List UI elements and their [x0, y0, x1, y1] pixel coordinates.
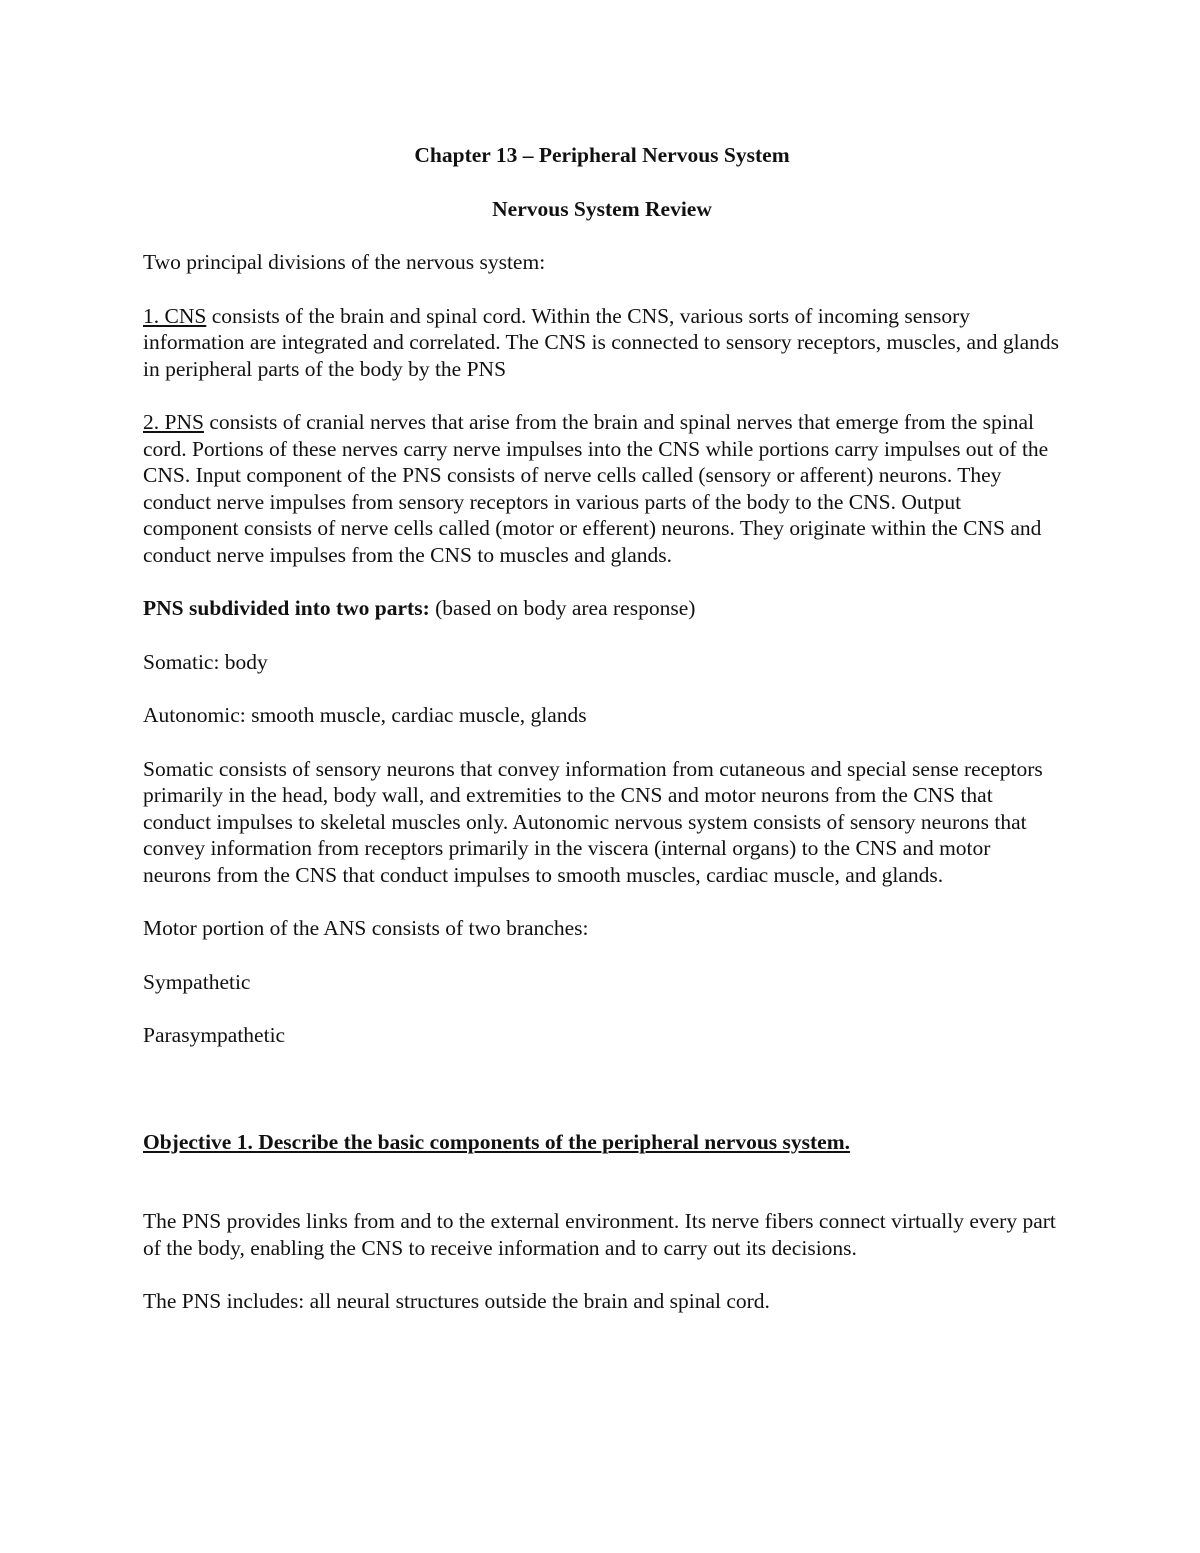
objective-1-heading: Objective 1. Describe the basic components of the peripheral nervous system. [143, 1129, 851, 1154]
pns-subdivided-paragraph [143, 595, 1061, 622]
pns-subdivided-bold: PNS subdivided into two parts: [143, 596, 430, 620]
pns-paragraph [143, 409, 1061, 568]
sympathetic-line: Sympathetic [143, 969, 251, 994]
cns-paragraph [143, 303, 1061, 383]
motor-portion-line: Motor portion of the ANS consists of two branches: [143, 916, 589, 940]
pns-subdivided-rest: (based on body area response) [429, 596, 696, 620]
pns-links-paragraph: The PNS provides links from and to the external environment. Its nerve fibers connect virtually every part of the body, enabling the CNS to receive information and to carry out its decisions. [143, 1209, 1056, 1260]
autonomic-line: Autonomic: smooth muscle, cardiac muscle, glands [143, 703, 587, 727]
cns-label: 1. CNS [143, 303, 207, 328]
parasympathetic-line: Parasympathetic [143, 1023, 286, 1047]
pns-text: consists of cranial nerves that arise from the brain and spinal nerves that emerge from the spinal cord. Portions of these nerves carry nerve impulses into the CNS while portions carry impulses out of the CNS. Input component of the PNS consists of nerve cells called (sensory or afferent) neurons. They conduct nerve impulses from sensory receptors in various parts of the body to the CNS. Output component consists of nerve cells called (motor or efferent) neurons. They originate within the CNS and conduct nerve impulses from the CNS to muscles and glands. [143, 410, 1049, 567]
chapter-title: Chapter 13 – Peripheral Nervous System [414, 143, 790, 167]
somatic-autonomic-paragraph: Somatic consists of sensory neurons that convey information from cutaneous and special sense receptors primarily in the head, body wall, and extremities to the CNS and motor neurons from the CNS that conduct impulses to skeletal muscles only. Autonomic nervous system consists of sensory neurons that convey information from receptors primarily in the viscera (internal organs) to the CNS and motor neurons from the CNS that conduct impulses to smooth muscles, cardiac muscle, and glands. [143, 756, 1043, 887]
somatic-line: Somatic: body [143, 649, 268, 674]
pns-includes-paragraph: The PNS includes: all neural structures outside the brain and spinal cord. [143, 1289, 770, 1313]
pns-label: 2. PNS [143, 410, 204, 434]
cns-text: consists of the brain and spinal cord. Within the CNS, various sorts of incoming sensory information are integrated and correlated. The CNS is connected to sensory receptors, muscles, and glands in peripheral parts of the body by the PNS [143, 303, 1060, 381]
section-title: Nervous System Review [492, 196, 712, 221]
intro-paragraph: Two principal divisions of the nervous system: [143, 250, 546, 274]
document-content [143, 142, 1061, 1342]
